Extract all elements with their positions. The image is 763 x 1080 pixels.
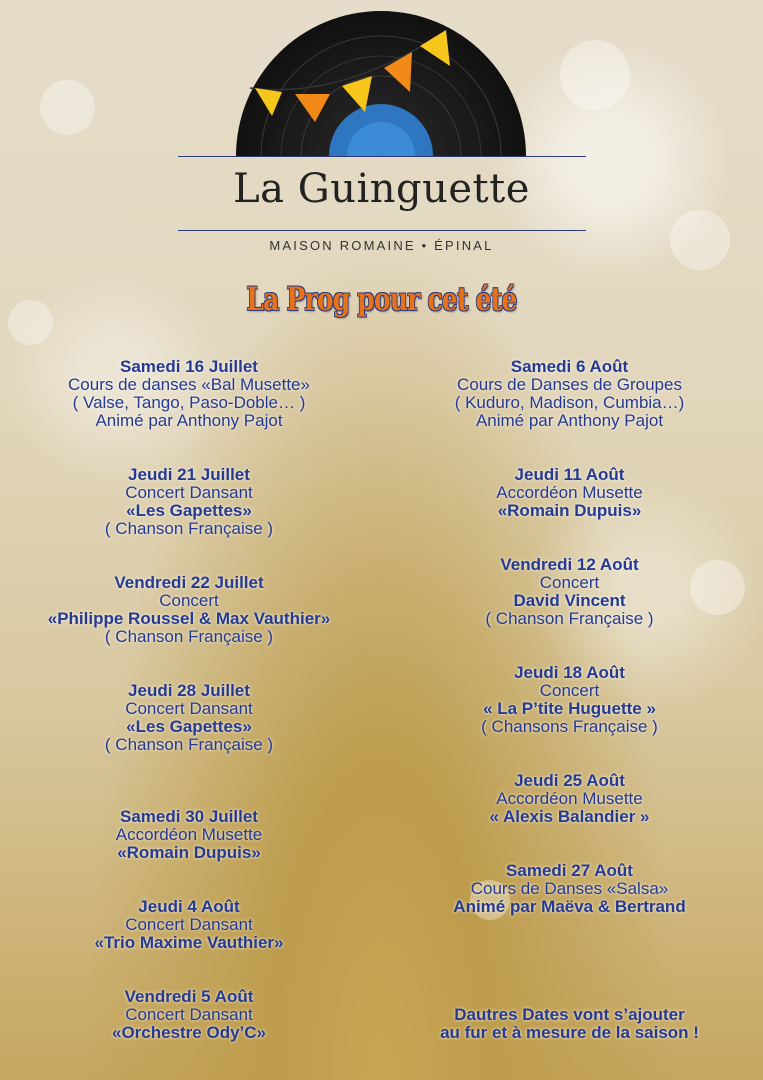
event-artist: «Philippe Roussel & Max Vauthier» — [47, 609, 331, 628]
event-jeu-18-aout — [378, 664, 761, 736]
event-artist: David Vincent — [513, 591, 626, 610]
event-date: Jeudi 18 Août — [514, 663, 625, 682]
event-host: Animé par Anthony Pajot — [475, 411, 664, 430]
event-type: Concert — [539, 573, 600, 592]
event-ven-22-juil — [0, 574, 378, 646]
event-type: Concert Dansant — [125, 915, 253, 934]
logo-divider-top — [178, 156, 586, 157]
event-detail: ( Valse, Tango, Paso-Doble… ) — [72, 393, 306, 412]
event-date: Jeudi 11 Août — [514, 465, 625, 484]
bokeh-light — [8, 300, 53, 345]
event-sam-30-juil — [0, 808, 378, 862]
event-host: Animé par Anthony Pajot — [95, 411, 283, 430]
event-artist: «Trio Maxime Vauthier» — [94, 933, 284, 952]
event-artist: « Alexis Balandier » — [489, 807, 650, 826]
event-date: Vendredi 5 Août — [124, 987, 254, 1006]
event-date: Jeudi 25 Août — [514, 771, 625, 790]
event-date: Samedi 6 Août — [510, 357, 629, 376]
event-jeu-11-aout — [378, 466, 761, 520]
event-artist: «Romain Dupuis» — [497, 501, 642, 520]
event-date: Samedi 27 Août — [506, 861, 633, 880]
event-jeu-4-aout — [0, 898, 378, 952]
event-type: Cours de Danses de Groupes — [457, 375, 682, 394]
event-type: Concert Dansant — [125, 699, 253, 718]
event-sam-27-aout — [378, 862, 761, 916]
event-host: Animé par Maëva & Bertrand — [453, 897, 686, 916]
event-artist: «Les Gapettes» — [126, 717, 252, 736]
event-sam-16-juil — [0, 358, 378, 430]
event-type: Cours de danses «Bal Musette» — [68, 375, 310, 394]
event-type: Concert — [539, 681, 600, 700]
event-jeu-28-juil — [0, 682, 378, 754]
event-ven-12-aout — [378, 556, 761, 628]
event-genre: ( Chanson Française ) — [485, 609, 654, 628]
event-type: Accordéon Musette — [496, 483, 643, 502]
event-jeu-25-aout — [378, 772, 761, 826]
event-date: Jeudi 28 Juillet — [128, 681, 250, 700]
event-ven-5-aout — [0, 988, 378, 1042]
event-date: Jeudi 4 Août — [138, 897, 240, 916]
event-type: Concert Dansant — [125, 1005, 253, 1024]
footer-note-line2: au fur et à mesure de la saison ! — [440, 1023, 699, 1042]
event-jeu-21-juil — [0, 466, 378, 538]
event-type: Accordéon Musette — [115, 825, 263, 844]
brand-title: La Guinguette — [233, 166, 530, 212]
logo-divider-bottom — [178, 230, 586, 231]
vinyl-record-logo — [0, 0, 763, 260]
event-date: Vendredi 22 Juillet — [114, 573, 264, 592]
event-type: Accordéon Musette — [496, 789, 643, 808]
event-date: Vendredi 12 Août — [500, 555, 639, 574]
brand-subtitle: MAISON ROMAINE • ÉPINAL — [269, 238, 494, 253]
page-headline: La Prog pour cet été — [246, 280, 517, 318]
event-artist: « La P’tite Huguette » — [483, 699, 656, 718]
event-genre: ( Chansons Française ) — [481, 717, 658, 736]
event-date: Samedi 30 Juillet — [120, 807, 258, 826]
footer-note-line1: Dautres Dates vont s’ajouter — [454, 1005, 685, 1024]
footer-note — [378, 1006, 761, 1042]
event-artist: «Romain Dupuis» — [117, 843, 261, 862]
event-artist: «Orchestre Ody’C» — [111, 1023, 266, 1042]
event-genre: ( Chanson Française ) — [104, 627, 274, 646]
event-date: Jeudi 21 Juillet — [128, 465, 250, 484]
event-artist: «Les Gapettes» — [126, 501, 252, 520]
event-genre: ( Chanson Française ) — [104, 735, 274, 754]
event-detail: ( Kuduro, Madison, Cumbia…) — [454, 393, 685, 412]
event-type: Cours de Danses «Salsa» — [470, 879, 669, 898]
event-date: Samedi 16 Juillet — [120, 357, 258, 376]
event-type: Concert Dansant — [125, 483, 253, 502]
event-genre: ( Chanson Française ) — [104, 519, 274, 538]
event-type: Concert — [159, 591, 219, 610]
event-sam-6-aout — [378, 358, 761, 430]
